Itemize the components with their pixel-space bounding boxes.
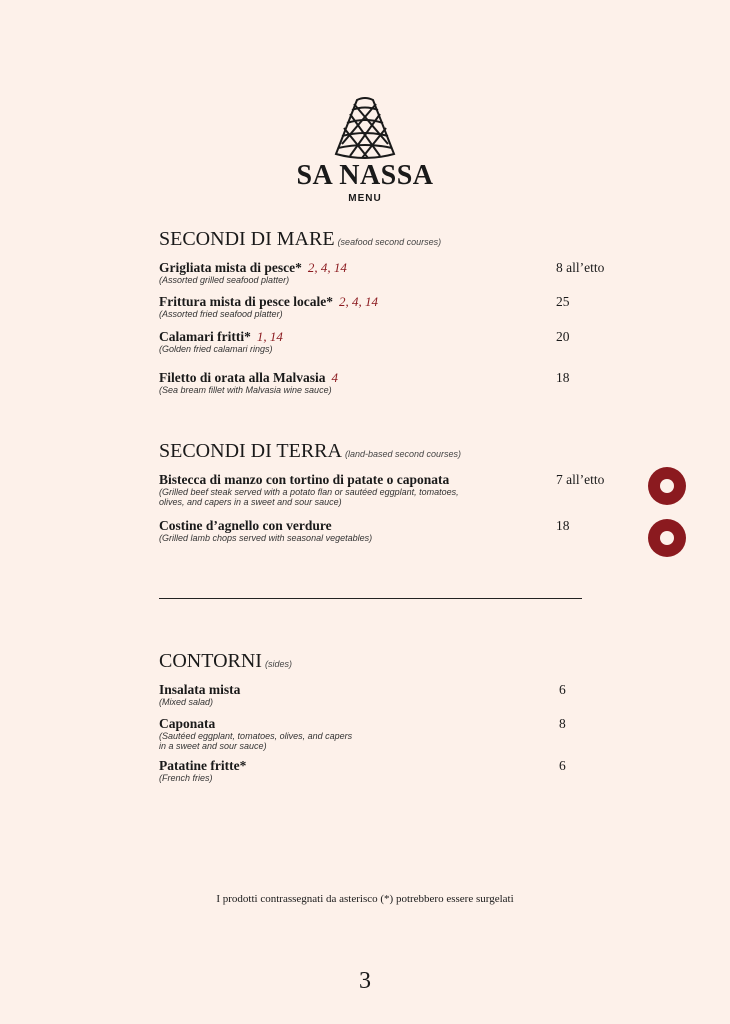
item-desc: (Assorted grilled seafood platter) xyxy=(159,275,290,285)
menu-item xyxy=(159,518,579,543)
divider xyxy=(159,598,582,599)
item-name: Frittura mista di pesce locale* xyxy=(159,294,333,309)
menu-item xyxy=(159,716,579,751)
item-desc-line2: olives, and capers in a sweet and sour sauce) xyxy=(159,497,342,507)
section-title-contorni xyxy=(159,650,292,673)
section-heading: SECONDI DI TERRA xyxy=(159,440,342,462)
item-price: 18 xyxy=(556,518,570,533)
section-note: (seafood second courses) xyxy=(337,237,442,247)
menu-item xyxy=(159,370,579,395)
menu-item xyxy=(159,682,579,707)
item-desc: (Sea bream fillet with Malvasia wine sauce) xyxy=(159,385,332,395)
section-title-secondi-terra xyxy=(159,440,461,463)
item-desc: (French fries) xyxy=(159,773,213,783)
item-desc: (Grilled beef steak served with a potato flan or sautéed eggplant, tomatoes, xyxy=(159,487,459,497)
item-desc: (Golden fried calamari rings) xyxy=(159,344,273,354)
item-name: Bistecca di manzo con tortino di patate o caponata xyxy=(159,472,450,487)
allergens: 4 xyxy=(331,370,338,385)
menu-item xyxy=(159,260,605,285)
item-price: 18 xyxy=(556,370,570,385)
item-price: 8 xyxy=(559,716,566,731)
brand-name: SA NASSA xyxy=(296,160,434,191)
item-price: 7 all’etto xyxy=(556,472,605,487)
item-name: Costine d’agnello con verdure xyxy=(159,518,332,533)
item-desc: (Assorted fried seafood platter) xyxy=(159,309,283,319)
fishing-trap-logo-icon xyxy=(332,96,398,162)
item-name: Filetto di orata alla Malvasia xyxy=(159,370,326,385)
item-price: 25 xyxy=(556,294,570,309)
menu-item xyxy=(159,758,579,783)
item-price: 6 xyxy=(559,682,566,697)
red-ring-button[interactable] xyxy=(648,467,686,505)
item-desc: (Sautéed eggplant, tomatoes, olives, and capers xyxy=(159,731,353,741)
section-title-secondi-mare xyxy=(159,228,441,251)
item-price: 8 all’etto xyxy=(556,260,605,275)
item-name: Grigliata mista di pesce* xyxy=(159,260,302,275)
red-ring-button[interactable] xyxy=(648,519,686,557)
frozen-products-note: I prodotti contrassegnati da asterisco (*) potrebbero essere surgelati xyxy=(216,893,514,905)
item-name: Insalata mista xyxy=(159,682,241,697)
item-name: Caponata xyxy=(159,716,216,731)
allergens: 1, 14 xyxy=(256,329,283,344)
menu-item xyxy=(159,294,579,319)
item-name: Calamari fritti* xyxy=(159,329,251,344)
item-desc: (Mixed salad) xyxy=(159,697,214,707)
item-desc-line2: in a sweet and sour sauce) xyxy=(159,741,267,751)
item-desc: (Grilled lamb chops served with seasonal vegetables) xyxy=(159,533,373,543)
allergens: 2, 4, 14 xyxy=(338,294,378,309)
menu-subtitle: MENU xyxy=(348,193,382,204)
menu-item xyxy=(159,472,605,507)
item-price: 6 xyxy=(559,758,566,773)
allergens: 2, 4, 14 xyxy=(307,260,347,275)
item-name: Patatine fritte* xyxy=(159,758,247,773)
section-note: (land-based second courses) xyxy=(344,449,462,459)
section-heading: SECONDI DI MARE xyxy=(159,228,335,250)
page-number: 3 xyxy=(359,968,371,994)
menu-item xyxy=(159,329,579,354)
section-note: (sides) xyxy=(264,659,292,669)
item-price: 20 xyxy=(556,329,570,344)
section-heading: CONTORNI xyxy=(159,650,262,672)
